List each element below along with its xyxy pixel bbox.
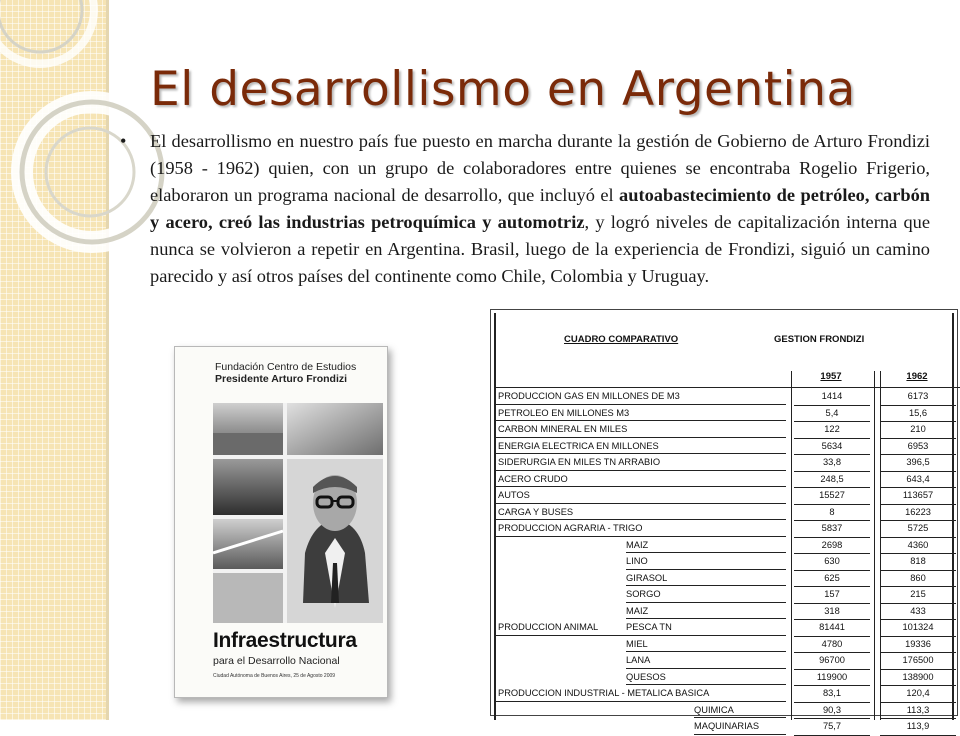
row-label: LANA <box>626 655 651 665</box>
cell-1962: 215 <box>880 586 956 604</box>
cell-1962: 6173 <box>880 388 956 406</box>
table-title: CUADRO COMPARATIVO <box>564 334 679 345</box>
row-label: LINO <box>626 556 648 566</box>
row-label: CARBON MINERAL EN MILES <box>498 424 628 434</box>
year-header-1957: 1957 <box>820 371 842 382</box>
cover-subtitle: para el Desarrollo Nacional <box>213 655 340 667</box>
row-label: AUTOS <box>498 490 530 500</box>
cell-1957: 75,7 <box>794 718 870 736</box>
table-row <box>496 685 960 702</box>
cell-1957: 15527 <box>794 487 870 505</box>
book-cover-image <box>174 346 388 698</box>
cell-1962: 113,3 <box>880 702 956 720</box>
table-row <box>496 603 960 620</box>
row-label: SIDERURGIA EN MILES TN ARRABIO <box>498 457 661 467</box>
cover-org-line-1: Fundación Centro de Estudios <box>215 361 357 373</box>
cover-organization <box>215 361 356 385</box>
cell-1962: 818 <box>880 553 956 571</box>
cell-1957: 5837 <box>794 520 870 538</box>
year-header-1962: 1962 <box>906 371 928 382</box>
cell-1957: 318 <box>794 603 870 621</box>
body-paragraph <box>150 128 930 290</box>
table-row <box>496 669 960 686</box>
table-row <box>496 718 960 735</box>
slide-title: El desarrollismo en Argentina <box>150 62 856 117</box>
cell-1957: 248,5 <box>794 471 870 489</box>
cell-1962: 6953 <box>880 438 956 456</box>
table-row <box>496 619 960 636</box>
comparative-table <box>490 309 958 731</box>
cell-1962: 860 <box>880 570 956 588</box>
table-frame <box>494 313 954 731</box>
row-label: MAIZ <box>626 605 649 616</box>
table-row <box>496 405 960 422</box>
row-label: PRODUCCION AGRARIA - TRIGO <box>498 523 643 533</box>
cell-1957: 630 <box>794 553 870 571</box>
cover-photo-collage <box>213 403 383 623</box>
row-label: QUESOS <box>626 671 666 682</box>
table-row <box>496 553 960 570</box>
row-label: PRODUCCION GAS EN MILLONES DE M3 <box>498 391 680 401</box>
cell-1962: 5725 <box>880 520 956 538</box>
cell-1957: 5,4 <box>794 405 870 423</box>
paragraph-bold-part: autoabastecimiento de petróleo, carbón y acero, creó las industrias petroquímica y automotriz <box>150 185 931 232</box>
cell-1962: 113,9 <box>880 718 956 736</box>
cell-1962: 19336 <box>880 636 956 654</box>
table-row <box>496 586 960 603</box>
table-row <box>496 570 960 587</box>
row-sublabel: PESCA TN <box>626 622 672 632</box>
cell-1962: 15,6 <box>880 405 956 423</box>
table-row <box>496 421 960 438</box>
row-label: ENERGIA ELECTRICA EN MILLONES <box>498 440 659 451</box>
row-label: GIRASOL <box>626 572 668 583</box>
row-label: PETROLEO EN MILLONES M3 <box>498 407 630 418</box>
cell-1962: 101324 <box>880 619 956 637</box>
cell-1957: 2698 <box>794 537 870 555</box>
row-label: SORGO <box>626 589 661 599</box>
cell-1962: 643,4 <box>880 471 956 489</box>
row-label: CARGA Y BUSES <box>498 506 574 517</box>
cell-1957: 33,8 <box>794 454 870 472</box>
paragraph-part-1: El desarrollismo en nuestro país fue puesto en marcha durante la gestión de Gobierno de Arturo Frondizi (1958 - 1962) quien, con un grupo de colaboradores entre quienes se encontraba Rogelio Frigerio, elaboraron un programa nacional de desarrollo, que incluyó el <box>150 131 930 205</box>
table-row <box>496 504 960 521</box>
cell-1957: 625 <box>794 570 870 588</box>
row-label: QUIMICA <box>694 704 734 715</box>
table-row <box>496 520 960 537</box>
cell-1962: 210 <box>880 421 956 439</box>
cell-1962: 396,5 <box>880 454 956 472</box>
cell-1957: 96700 <box>794 652 870 670</box>
table-row <box>496 388 960 405</box>
cell-1962: 138900 <box>880 669 956 687</box>
cell-1962: 433 <box>880 603 956 621</box>
cell-1957: 1414 <box>794 388 870 406</box>
row-label: PRODUCCION INDUSTRIAL - METALICA BASICA <box>498 688 710 698</box>
table-row <box>496 702 960 719</box>
cell-1962: 113657 <box>880 487 956 505</box>
cell-1962: 4360 <box>880 537 956 555</box>
cell-1957: 122 <box>794 421 870 439</box>
table-row <box>496 471 960 488</box>
cell-1962: 16223 <box>880 504 956 522</box>
cover-main-title: Infraestructura <box>213 629 357 652</box>
cover-date-line: Ciudad Autónoma de Buenos Aires, 25 de Agosto 2009 <box>213 673 336 679</box>
table-row <box>496 454 960 471</box>
table-rows <box>496 387 960 735</box>
paragraph-part-2: , y logró niveles de capitalización interna que nunca se volvieron a repetir en Argentina. Brasil, luego de la experiencia de Frondizi, siguió un camino parecido y así otros países del continente como Chile, Colombia y Uruguay. <box>150 212 930 286</box>
cell-1957: 83,1 <box>794 685 870 703</box>
cell-1957: 157 <box>794 586 870 604</box>
cell-1957: 90,3 <box>794 702 870 720</box>
row-label: ACERO CRUDO <box>498 473 568 484</box>
cell-1962: 120,4 <box>880 685 956 703</box>
cell-1957: 4780 <box>794 636 870 654</box>
table-row <box>496 652 960 669</box>
cover-org-line-2: Presidente Arturo Frondizi <box>215 373 348 385</box>
row-label: PRODUCCION ANIMAL <box>498 622 599 632</box>
slide-body <box>120 128 930 290</box>
cell-1957: 5634 <box>794 438 870 456</box>
row-label: MIEL <box>626 638 648 649</box>
cell-1957: 8 <box>794 504 870 522</box>
row-label: MAQUINARIAS <box>694 721 760 731</box>
cell-1957: 119900 <box>794 669 870 687</box>
table-row <box>496 537 960 554</box>
cell-1962: 176500 <box>880 652 956 670</box>
table-subtitle: GESTION FRONDIZI <box>774 334 865 345</box>
table-row <box>496 487 960 504</box>
table-row <box>496 438 960 455</box>
table-row <box>496 636 960 653</box>
cell-1957: 81441 <box>794 619 870 637</box>
row-underline <box>694 734 786 735</box>
bullet-marker: • <box>120 131 127 151</box>
row-label: MAIZ <box>626 539 649 550</box>
